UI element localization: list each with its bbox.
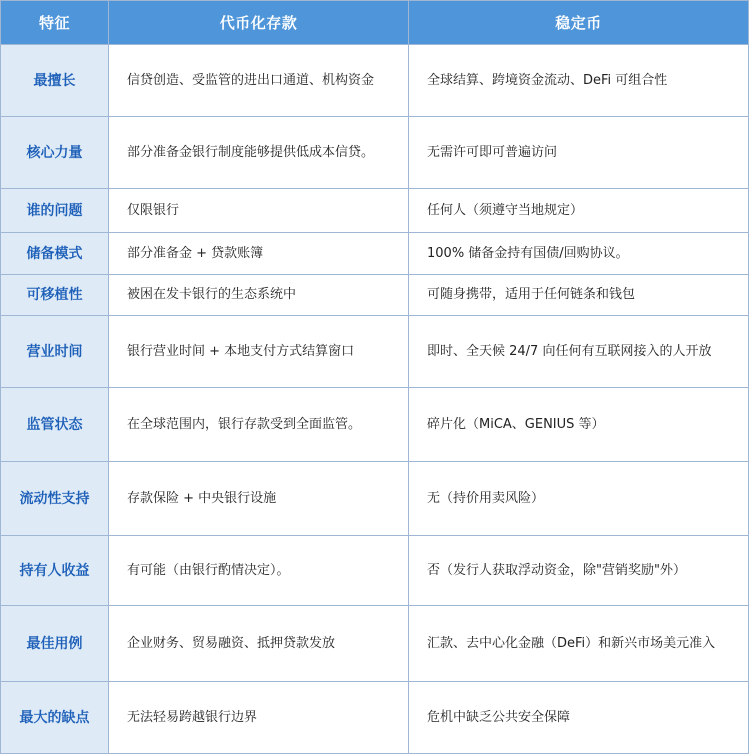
row-feature-label: 最佳用例 — [1, 606, 109, 682]
row-feature-label: 谁的问题 — [1, 189, 109, 233]
table-row — [1, 189, 749, 233]
stablecoin-cell: 可随身携带，适用于任何链条和钱包 — [409, 275, 749, 316]
header-feature: 特征 — [1, 1, 109, 45]
table-row — [1, 388, 749, 462]
table-row — [1, 316, 749, 388]
table-row — [1, 117, 749, 189]
tokenized-cell: 无法轻易跨越银行边界 — [109, 682, 409, 754]
tokenized-cell: 在全球范围内，银行存款受到全面监管。 — [109, 388, 409, 462]
tokenized-cell: 被困在发卡银行的生态系统中 — [109, 275, 409, 316]
stablecoin-cell: 无（持价用卖风险） — [409, 462, 749, 536]
stablecoin-cell: 危机中缺乏公共安全保障 — [409, 682, 749, 754]
stablecoin-cell: 100% 储备金持有国债/回购协议。 — [409, 233, 749, 275]
header-stablecoins: 稳定币 — [409, 1, 749, 45]
stablecoin-cell: 全球结算、跨境资金流动、DeFi 可组合性 — [409, 45, 749, 117]
row-feature-label: 流动性支持 — [1, 462, 109, 536]
row-feature-label: 核心力量 — [1, 117, 109, 189]
row-feature-label: 持有人收益 — [1, 536, 109, 606]
tokenized-cell: 信贷创造、受监管的进出口通道、机构资金 — [109, 45, 409, 117]
table-row — [1, 462, 749, 536]
stablecoin-cell: 无需许可即可普遍访问 — [409, 117, 749, 189]
header-row — [1, 1, 749, 45]
tokenized-cell: 仅限银行 — [109, 189, 409, 233]
table-row — [1, 45, 749, 117]
tokenized-cell: 有可能（由银行酌情决定）。 — [109, 536, 409, 606]
table-row — [1, 233, 749, 275]
stablecoin-cell: 即时、全天候 24/7 向任何有互联网接入的人开放 — [409, 316, 749, 388]
table-row — [1, 536, 749, 606]
row-feature-label: 可移植性 — [1, 275, 109, 316]
stablecoin-cell: 汇款、去中心化金融（DeFi）和新兴市场美元准入 — [409, 606, 749, 682]
tokenized-cell: 企业财务、贸易融资、抵押贷款发放 — [109, 606, 409, 682]
tokenized-cell: 银行营业时间 + 本地支付方式结算窗口 — [109, 316, 409, 388]
stablecoin-cell: 否（发行人获取浮动资金，除"营销奖励"外） — [409, 536, 749, 606]
table-row — [1, 275, 749, 316]
tokenized-cell: 部分准备金 + 贷款账簿 — [109, 233, 409, 275]
table-body — [1, 45, 749, 754]
table-row — [1, 682, 749, 754]
stablecoin-cell: 碎片化（MiCA、GENIUS 等） — [409, 388, 749, 462]
tokenized-cell: 存款保险 + 中央银行设施 — [109, 462, 409, 536]
tokenized-cell: 部分准备金银行制度能够提供低成本信贷。 — [109, 117, 409, 189]
row-feature-label: 营业时间 — [1, 316, 109, 388]
table-header — [1, 1, 749, 45]
row-feature-label: 监管状态 — [1, 388, 109, 462]
table-row — [1, 606, 749, 682]
row-feature-label: 最大的缺点 — [1, 682, 109, 754]
stablecoin-cell: 任何人（须遵守当地规定） — [409, 189, 749, 233]
row-feature-label: 最擅长 — [1, 45, 109, 117]
row-feature-label: 储备模式 — [1, 233, 109, 275]
header-tokenized-deposits: 代币化存款 — [109, 1, 409, 45]
